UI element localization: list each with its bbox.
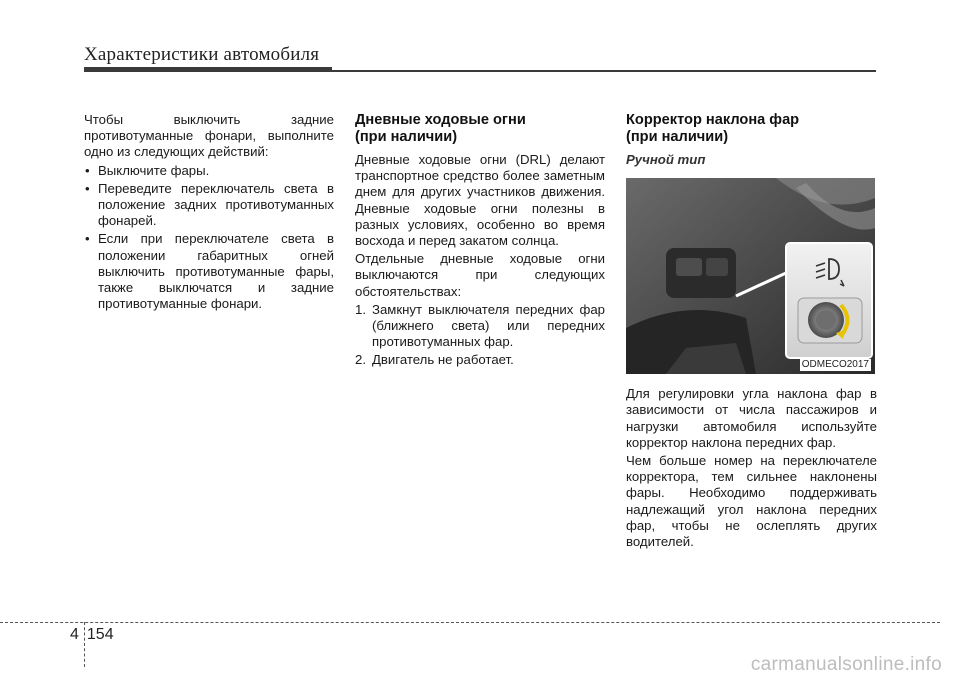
footer-rule bbox=[0, 622, 940, 623]
header-rule-thick bbox=[84, 67, 332, 72]
paragraph: Отдельные дневные ходовые огни выключаются при следующих обстоятельствах: bbox=[355, 251, 605, 299]
heading-line: (при наличии) bbox=[355, 128, 458, 145]
column-drl bbox=[355, 112, 605, 371]
list-item: • Переведите переключатель света в положение задних противотуманных фонарей. bbox=[84, 181, 334, 230]
header-rule-thin bbox=[332, 70, 876, 72]
list-number: 2. bbox=[355, 352, 366, 368]
intro-paragraph: Чтобы выключить задние противотуманные фонари, выполните одно из следующих действий: bbox=[84, 112, 334, 160]
paragraph: Чем больше номер на переключателе корректора, тем сильнее наклонены фары. Необходимо поддерживать надлежащий угол наклона передних фар, чтобы не ослеплять других водителей. bbox=[626, 453, 877, 550]
paragraph: Для регулировки угла наклона фар в зависимости от числа пассажиров и нагрузки автомобиля используйте корректор наклона передних фар. bbox=[626, 386, 877, 450]
paragraph: Дневные ходовые огни (DRL) делают транспортное средство более заметным днем для других участников движения. Дневные ходовые огни полезны в разных условиях, особенно во время восхода и перед закатом солнца. bbox=[355, 152, 605, 249]
list-number: 1. bbox=[355, 301, 366, 317]
watermark-text: carmanualsonline.info bbox=[750, 654, 942, 675]
subheading-manual-type: Ручной тип bbox=[626, 152, 706, 167]
conditions-list bbox=[355, 302, 605, 369]
page-header-title: Характеристики автомобиля bbox=[84, 44, 320, 65]
heading-line: (при наличии) bbox=[626, 128, 729, 145]
column-rear-fog-lights bbox=[84, 112, 334, 314]
chapter-number: 4 bbox=[70, 626, 79, 643]
heading-line: Корректор наклона фар bbox=[626, 112, 800, 128]
instructions-list bbox=[84, 163, 334, 313]
column-headlight-leveling bbox=[626, 112, 877, 552]
list-item: • Выключите фары. bbox=[84, 163, 334, 179]
leveling-switch-photo bbox=[626, 178, 875, 374]
page-index: 154 bbox=[86, 626, 114, 643]
list-text: Двигатель не работает. bbox=[372, 352, 514, 368]
image-code-label: ODMECO2017 bbox=[801, 359, 869, 371]
section-heading-drl bbox=[355, 112, 605, 145]
page-number bbox=[70, 626, 114, 644]
heading-line: Дневные ходовые огни bbox=[355, 112, 526, 128]
list-item bbox=[355, 352, 605, 368]
list-item bbox=[355, 302, 605, 351]
dashboard-illustration bbox=[626, 178, 875, 374]
list-item: • Если при переключателе света в положении габаритных огней выключить противотуманные фары, также выключатся и задние противотуманные фонари. bbox=[84, 231, 334, 312]
section-heading-leveling bbox=[626, 112, 877, 145]
list-text: Замкнут выключателя передних фар (ближнего света) или передних противотуманных фар. bbox=[372, 301, 605, 350]
